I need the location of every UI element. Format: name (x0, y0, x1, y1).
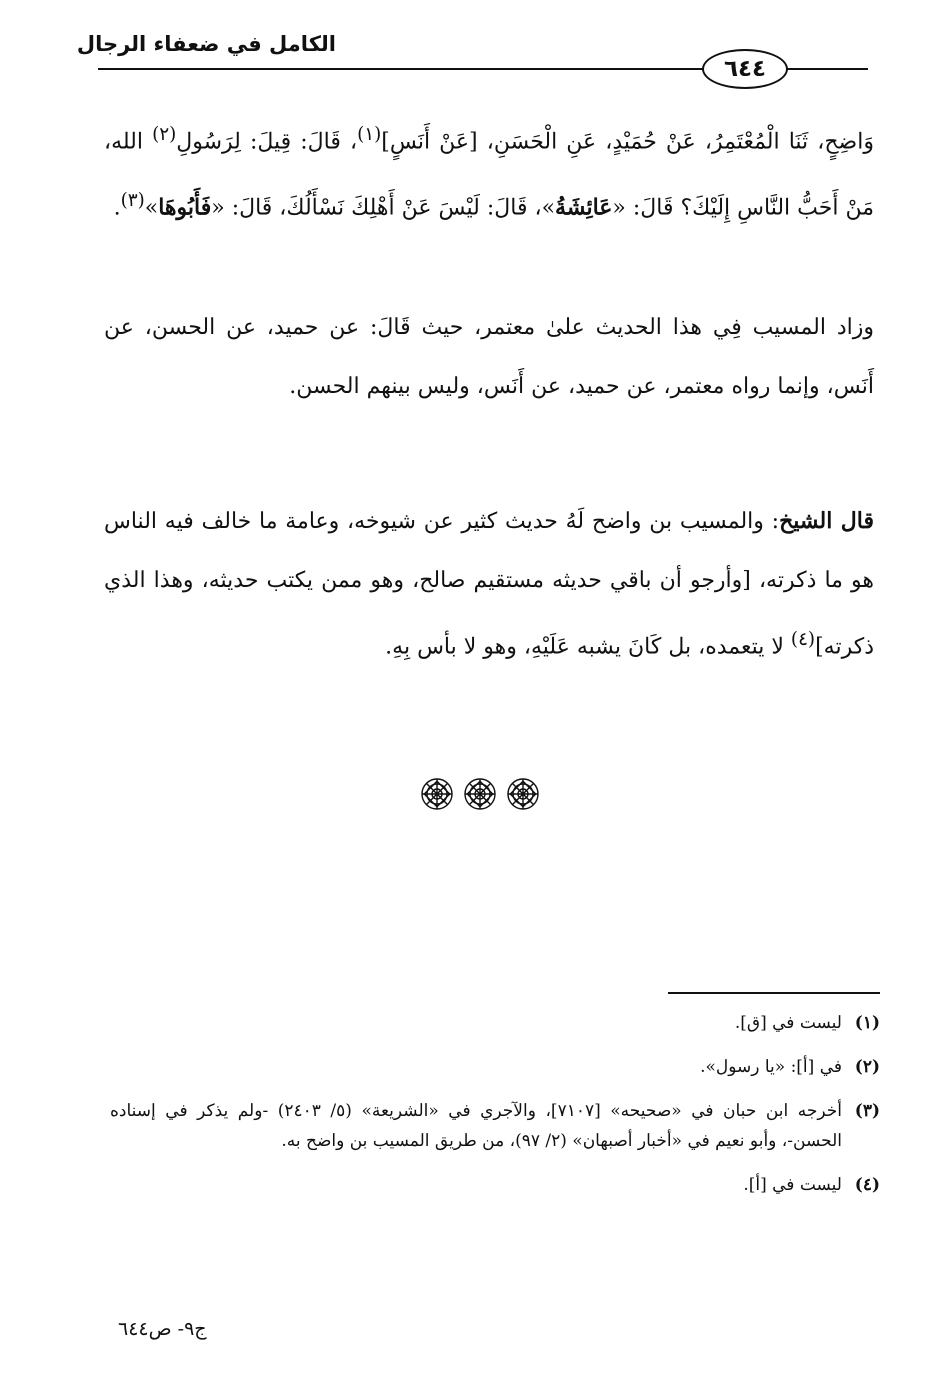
ornament-icon (506, 777, 540, 811)
hadith-text-segment: »، قَالَ: لَيْسَ عَنْ أَهْلِكَ نَسْأَلُكَ، قَالَ: « (211, 195, 556, 221)
hadith-text-segment: » (144, 195, 159, 221)
section-ornaments (420, 776, 540, 812)
sheikh-text-segment: : والمسيب بن واضح لَهُ حديث كثير عن شيوخه، وعامة ما خالف فيه الناس هو ما ذكرته، [وأرجو أن باقي حديثه مستقيم صالح، وهو ممن يكتب حديثه، وهذا الذي ذكرته] (104, 509, 874, 660)
footnote-text: أخرجه ابن حبان في «صحيحه» [٧١٠٧]، والآجري في «الشريعة» (٥/ ٢٤٠٣) -ولم يذكر في إسناده الحسن-، وأبو نعيم في «أخبار أصبهان» (٢/ ٩٧)، من طريق المسيب بن واضح به. (110, 1101, 842, 1151)
footnote-item (110, 1052, 880, 1082)
sheikh-lead: قال الشيخ (779, 508, 874, 534)
hadith-bold-word: عَائِشَةُ (555, 194, 613, 221)
footnote-ref: (١) (357, 124, 382, 145)
running-title: الكامل في ضعفاء الرجال (76, 32, 336, 56)
sheikh-text-segment: لا يتعمده، بل كَانَ يشبه عَلَيْهِ، وهو لا بأس بِهِ. (385, 634, 791, 660)
paragraph-commentary (104, 298, 874, 416)
paragraph-sheikh (104, 492, 874, 676)
footnote-item (110, 1170, 880, 1200)
footnote-ref: (٤) (790, 629, 816, 650)
ornament-icon (463, 777, 497, 811)
footnote-ref: (٣) (120, 190, 145, 212)
hadith-text-segment: وَاضِحٍ، ثَنَا الْمُعْتَمِرُ، عَنْ حُمَيْدٍ، عَنِ الْحَسَنِ، [عَنْ أَنَسٍ] (381, 129, 874, 155)
footnote-text: ليست في [ق]. (734, 1013, 842, 1033)
page-number-badge (702, 49, 788, 89)
footnote-text: ليست في [أ]. (743, 1175, 842, 1195)
hadith-text-segment: الله، مَنْ أَحَبُّ النَّاسِ إِلَيْكَ؟ قَالَ: « (104, 129, 874, 221)
page-number: ٦٤٤ (723, 56, 767, 82)
footnotes (110, 1008, 880, 1214)
footnote-number: (٢) (854, 1057, 880, 1077)
footnote-text: في [أ]: «يا رسول». (700, 1057, 842, 1077)
footnote-number: (٣) (854, 1101, 880, 1121)
footnote-ref: (٢) (152, 124, 177, 145)
commentary-text: وزاد المسيب فِي هذا الحديث علىٰ معتمر، حيث قَالَ: عن حميد، عن الحسن، عن أَنَس، وإنما رواه معتمر، عن حميد، عن أَنَس، وليس بينهم الحسن. (104, 315, 874, 399)
page-footer-ref: ج٩- ص٦٤٤ (118, 1318, 207, 1340)
hadith-bold-word: فَأَبُوهَا (158, 194, 212, 221)
hadith-text-segment: . (113, 195, 121, 221)
hadith-text-segment: ، قَالَ: قِيلَ: لِرَسُولِ (176, 129, 358, 155)
ornament-icon (420, 777, 454, 811)
paragraph-hadith (104, 105, 874, 238)
footnote-rule (668, 992, 880, 994)
footnote-item (110, 1008, 880, 1038)
footnote-item (110, 1096, 880, 1156)
footnote-number: (١) (854, 1013, 880, 1033)
footnote-number: (٤) (854, 1175, 880, 1195)
